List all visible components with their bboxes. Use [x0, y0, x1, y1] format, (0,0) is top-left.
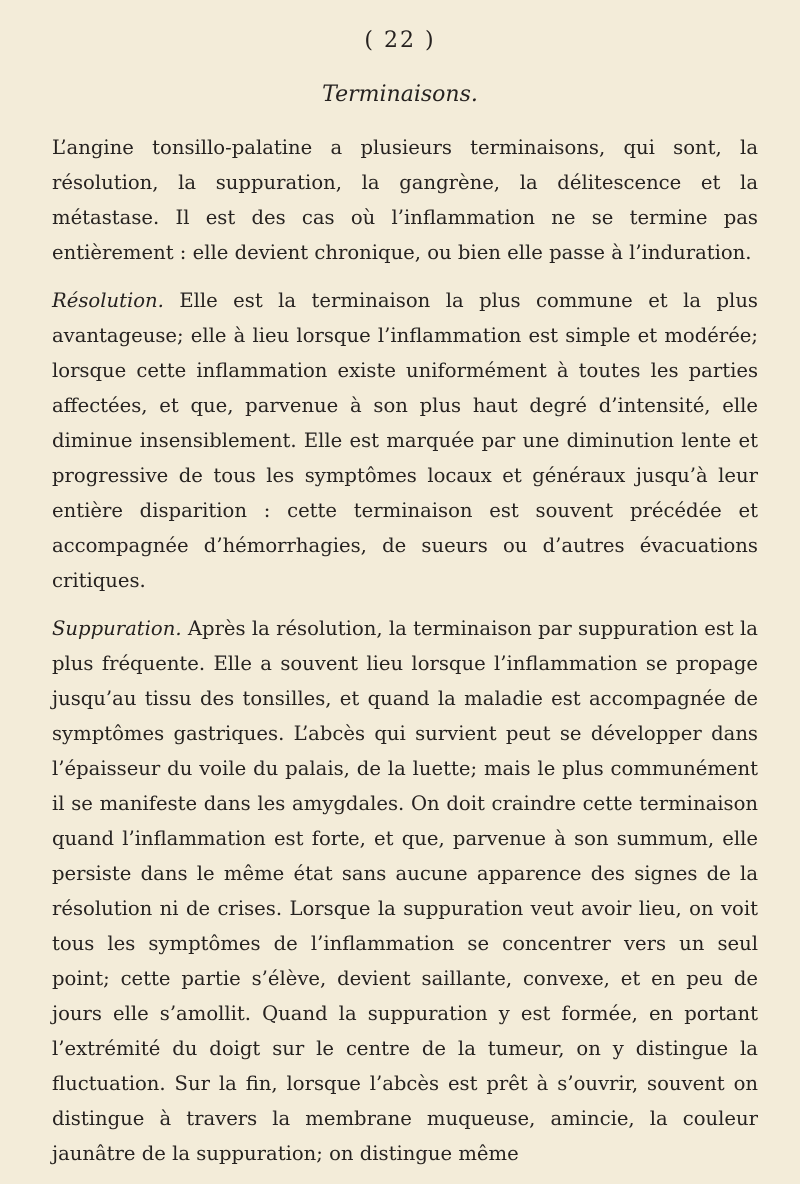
paragraph-lead: Résolution. [52, 289, 164, 312]
paragraph-text: Après la résolution, la terminaison par suppuration est la plus fréquente. Elle a souvent lieu lorsque l’inflammation se propage jusqu’au tissu des tonsilles, et quand la maladie est accompagnée de symptômes gastriques. L’abcès qui survient peut se développer dans l’épaisseur du voile du palais, de la luette; mais le plus communément il se manifeste dans les amygdales. On doit craindre cette terminaison quand l’inflammation est forte, et que, parvenue à son summum, elle persiste dans le même état sans aucune apparence des signes de la résolution ni de crises. Lorsque la suppuration veut avoir lieu, on voit tous les symptômes de l’inflammation se concentrer vers un seul point; cette partie s’élève, devient saillante, convexe, et en peu de jours elle s’amollit. Quand la suppuration y est formée, en portant l’extrémité du doigt sur le centre de la tumeur, on y distingue la fluctuation. Sur la fin, lorsque l’abcès est prêt à s’ouvrir, souvent on distingue à travers la membrane muqueuse, amincie, la couleur jaunâtre de la suppuration; on distingue même [52, 617, 758, 1165]
paragraph-text: L’angine tonsillo-palatine a plusieurs terminaisons, qui sont, la résolution, la suppuration, la gangrène, la délitescence et la métastase. Il est des cas où l’inflammation ne se termine pas entièrement : elle devient chronique, ou bien elle passe à l’induration. [52, 136, 758, 264]
section-title: Terminaisons. [322, 82, 478, 107]
body-text [52, 130, 758, 1184]
paragraph-intro [52, 130, 758, 270]
paragraph-suppuration [52, 611, 758, 1171]
paragraph-resolution [52, 283, 758, 598]
page-number: ( 22 ) [364, 28, 436, 53]
paragraph-text: Elle est la terminaison la plus commune et la plus avantageuse; elle à lieu lorsque l’inflammation est simple et modérée; lorsque cette inflammation existe uniformément à toutes les parties affectées, et que, parvenue à son plus haut degré d’intensité, elle diminue insensiblement. Elle est marquée par une diminution lente et progressive de tous les symptômes locaux et généraux jusqu’à leur entière disparition : cette terminaison est souvent précédée et accompagnée d’hémorrhagies, de sueurs ou d’autres évacuations critiques. [52, 289, 758, 592]
paragraph-lead: Suppuration. [52, 617, 182, 640]
